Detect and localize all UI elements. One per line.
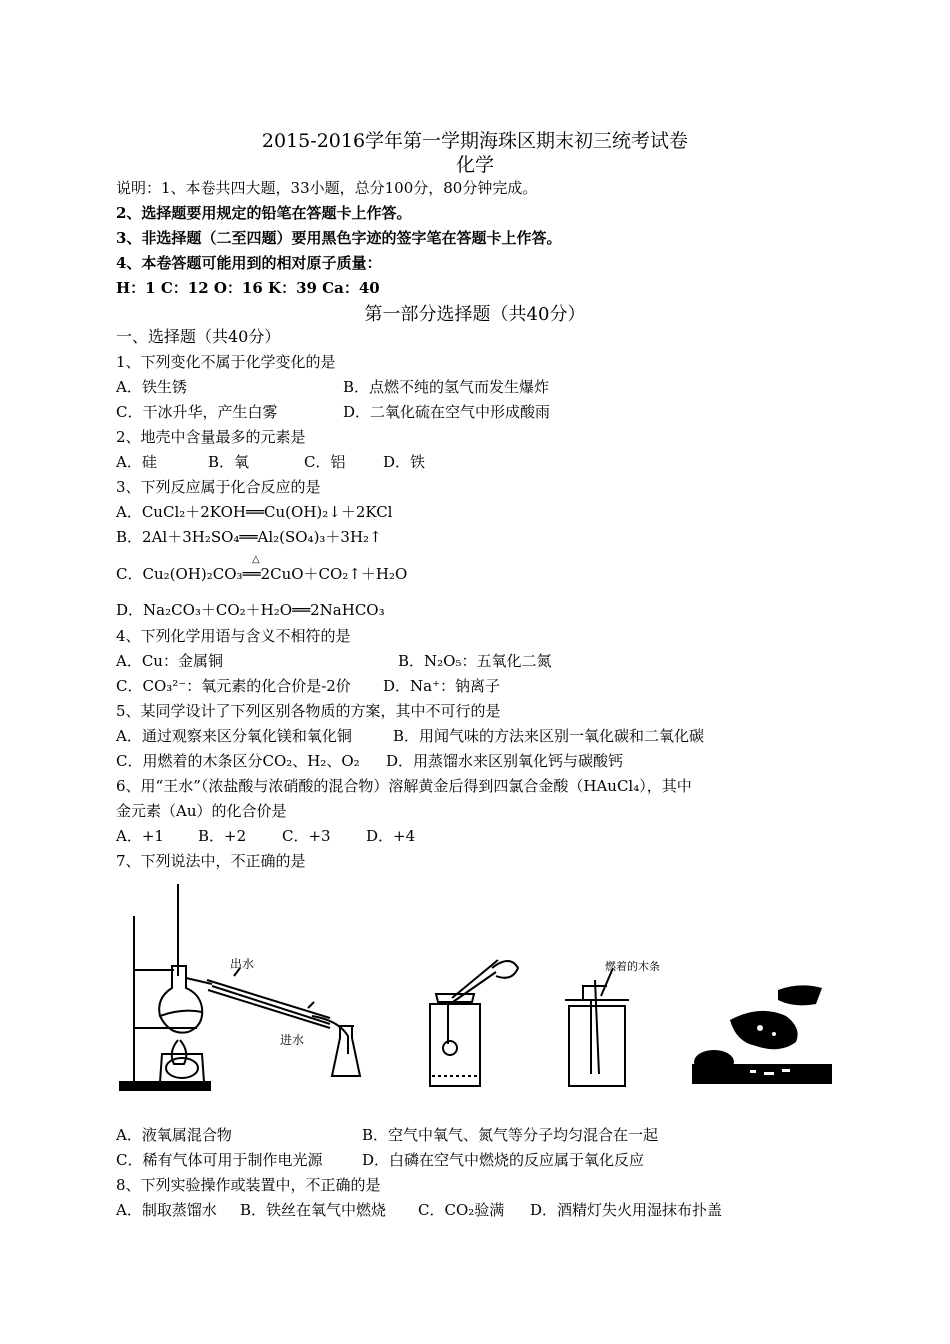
q5-option-c: C．用燃着的木条区分CO₂、H₂、O₂ [116,752,360,770]
co2-full-test-figure [555,956,685,1092]
q5-stem: 5、某同学设计了下列区别各物质的方案，其中不可行的是 [116,702,501,720]
q1-stem: 1、下列变化不属于化学变化的是 [116,353,336,371]
q3-option-c: C．Cu₂(OH)₂CO₃══2CuO＋CO₂↑＋H₂O [116,565,408,583]
q6-option-d: D．+4 [366,827,416,845]
alcohol-lamp-fire-figure [690,980,840,1090]
water-out-label: 出水 [230,957,255,971]
q4-stem: 4、下列化学用语与含义不相符的是 [116,627,351,645]
note-3: 3、非选择题（二至四题）要用黑色字迹的签字笔在答题卡上作答。 [116,229,562,247]
distillation-figure [112,876,372,1096]
atomic-masses: H：1 C：12 O：16 K：39 Ca：40 [116,279,380,297]
q8-option-d: D．酒精灯失火用湿抹布扑盖 [530,1201,723,1219]
q5-option-a: A．通过观察来区分氧化镁和氧化铜 [116,727,352,745]
burning-stick-label: 燃着的木条 [605,961,660,973]
q5-option-b: B．用闻气味的方法来区别一氧化碳和二氧化碳 [393,727,705,745]
q4-option-d: D．Na⁺：钠离子 [383,677,501,695]
q4-option-b: B．N₂O₅：五氧化二氮 [398,652,552,670]
q3-option-a: A．CuCl₂＋2KOH══Cu(OH)₂↓＋2KCl [116,503,393,521]
q2-option-c: C．铝 [304,453,346,471]
q7-option-b: B．空气中氧气、氮气等分子均匀混合在一起 [362,1126,659,1144]
exam-subject: 化学 [455,154,494,176]
water-in-label: 进水 [280,1033,305,1047]
q6-option-c: C．+3 [282,827,331,845]
q2-stem: 2、地壳中含量最多的元素是 [116,428,306,446]
q6-stem-line2: 金元素（Au）的化合价是 [116,802,287,820]
q1-option-c: C．干冰升华，产生白雾 [116,403,278,421]
q7-option-a: A．液氧属混合物 [116,1126,232,1144]
q7-option-d: D．白磷在空气中燃烧的反应属于氧化反应 [362,1151,645,1169]
note-4: 4、本卷答题可能用到的相对原子质量： [116,254,382,272]
q8-stem: 8、下列实验操作或装置中，不正确的是 [116,1176,381,1194]
q8-option-b: B．铁丝在氧气中燃烧 [240,1201,387,1219]
section1-title: 一、选择题（共40分） [116,327,281,346]
q7-stem: 7、下列说法中，不正确的是 [116,852,306,870]
q1-option-b: B．点燃不纯的氢气而发生爆炸 [343,378,550,396]
q3-option-b: B．2Al＋3H₂SO₄══Al₂(SO₄)₃＋3H₂↑ [116,528,382,546]
q4-option-a: A．Cu：金属铜 [116,652,223,670]
q8-option-a: A．制取蒸馏水 [116,1201,217,1219]
q8-option-c: C．CO₂验满 [418,1201,505,1219]
q1-option-a: A．铁生锈 [116,378,187,396]
q2-option-d: D．铁 [383,453,426,471]
q7-option-c: C．稀有气体可用于制作电光源 [116,1151,323,1169]
note-2: 2、选择题要用规定的铅笔在答题卡上作答。 [116,204,412,222]
q2-option-a: A．硅 [116,453,157,471]
q6-option-b: B．+2 [198,827,247,845]
q5-option-d: D．用蒸馏水来区别氧化钙与碳酸钙 [386,752,624,770]
q3-option-d: D．Na₂CO₃＋CO₂＋H₂O══2NaHCO₃ [116,601,385,619]
exam-title: 2015-2016学年第一学期海珠区期末初三统考试卷 [261,130,689,152]
q2-option-b: B．氧 [208,453,250,471]
q1-option-d: D．二氧化硫在空气中形成酸雨 [343,403,551,421]
part1-title: 第一部分选择题（共40分） [364,304,586,325]
q4-option-c: C．CO₃²⁻：氧元素的化合价是-2价 [116,677,351,695]
q6-stem-line1: 6、用“王水”（浓盐酸与浓硝酸的混合物）溶解黄金后得到四氯合金酸（HAuCl₄），其中 [116,777,692,795]
note-1: 说明：1、本卷共四大题，33小题，总分100分，80分钟完成。 [116,179,538,197]
q3-stem: 3、下列反应属于化合反应的是 [116,478,321,496]
iron-wire-combustion-figure [410,948,530,1088]
q6-option-a: A．+1 [116,827,164,845]
heat-condition: △ [252,554,260,565]
